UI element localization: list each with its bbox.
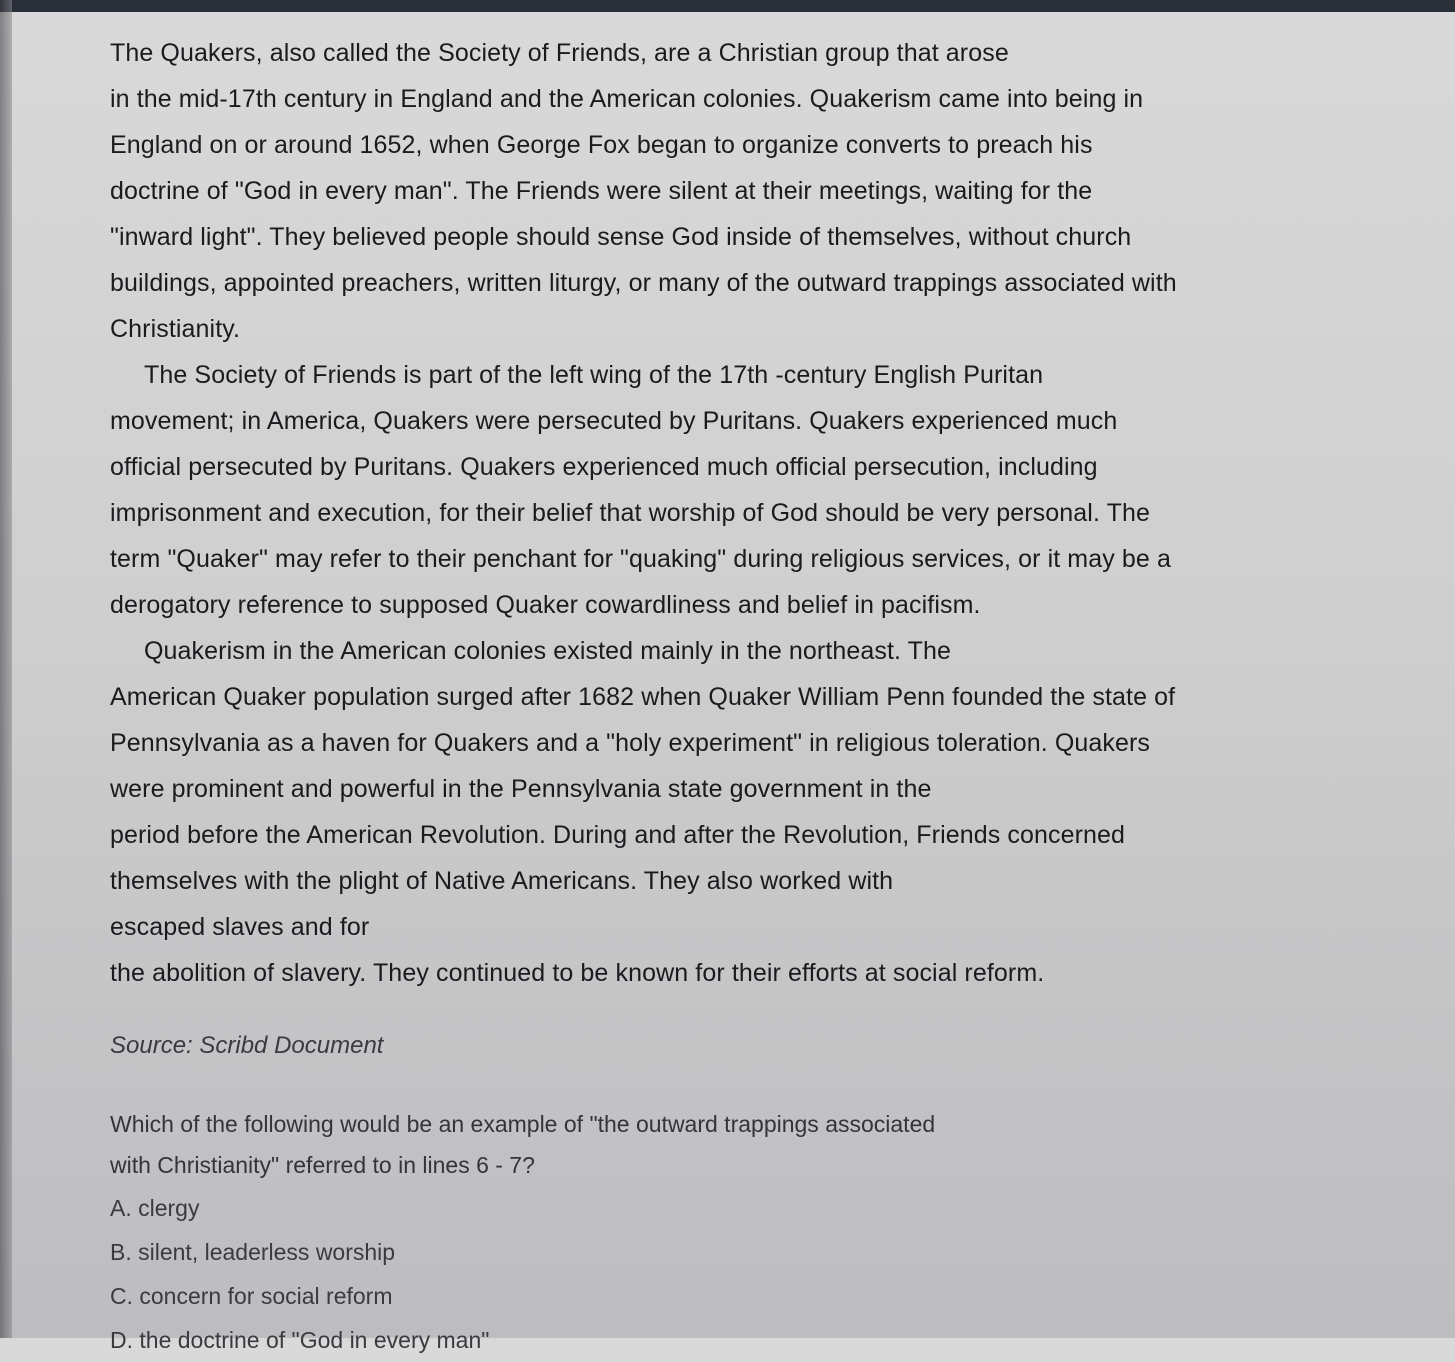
passage-paragraph-3 <box>110 628 1390 996</box>
passage-line: Pennsylvania as a haven for Quakers and a "holy experiment" in religious toleration. Quakers <box>110 729 1151 757</box>
source-citation: Source: Scribd Document <box>110 1032 384 1059</box>
answer-option-b[interactable]: B. silent, leaderless worship <box>110 1239 396 1265</box>
question-prompt <box>110 1104 1390 1186</box>
answer-option-c[interactable]: C. concern for social reform <box>110 1283 393 1309</box>
answer-options <box>110 1186 1390 1362</box>
passage-line: "inward light". They believed people should sense God inside of themselves, without church <box>110 223 1132 251</box>
passage-line: doctrine of "God in every man". The Friends were silent at their meetings, waiting for the <box>110 177 1093 205</box>
monitor-left-edge <box>0 0 12 1338</box>
passage-line: movement; in America, Quakers were persecuted by Puritans. Quakers experienced much <box>110 407 1118 435</box>
answer-option-d[interactable]: D. the doctrine of "God in every man" <box>110 1327 490 1353</box>
passage-line: term "Quaker" may refer to their penchant for "quaking" during religious services, or it may be a <box>110 545 1171 573</box>
question-line: Which of the following would be an example of "the outward trappings associated <box>110 1111 936 1137</box>
passage-line: The Quakers, also called the Society of Friends, are a Christian group that arose <box>110 39 1009 67</box>
passage-line: themselves with the plight of Native Americans. They also worked with <box>110 867 894 895</box>
passage-line: were prominent and powerful in the Pennsylvania state government in the <box>110 775 932 803</box>
passage-line: Christianity. <box>110 315 241 343</box>
passage-line: England on or around 1652, when George Fox began to organize converts to preach his <box>110 131 1093 159</box>
passage-line: escaped slaves and for <box>110 913 370 941</box>
passage-line: the abolition of slavery. They continued to be known for their efforts at social reform. <box>110 959 1045 987</box>
passage-paragraph-1 <box>110 30 1390 352</box>
reading-passage-page <box>110 30 1390 1362</box>
passage-line: in the mid-17th century in England and the American colonies. Quakerism came into being in <box>110 85 1144 113</box>
passage-line: imprisonment and execution, for their belief that worship of God should be very personal. The <box>110 499 1150 527</box>
passage-line: The Society of Friends is part of the left wing of the 17th -century English Puritan <box>144 361 1044 389</box>
passage-line: derogatory reference to supposed Quaker cowardliness and belief in pacifism. <box>110 591 981 619</box>
passage-line: American Quaker population surged after 1682 when Quaker William Penn founded the state of <box>110 683 1176 711</box>
passage-line: Quakerism in the American colonies existed mainly in the northeast. The <box>144 637 952 665</box>
passage-line: buildings, appointed preachers, written liturgy, or many of the outward trappings associated with <box>110 269 1177 297</box>
passage-paragraph-2 <box>110 352 1390 628</box>
question-line: with Christianity" referred to in lines 6 - 7? <box>110 1152 535 1178</box>
passage-line: period before the American Revolution. During and after the Revolution, Friends concerned <box>110 821 1126 849</box>
monitor-top-bezel <box>0 0 1455 12</box>
passage-line: official persecuted by Puritans. Quakers experienced much official persecution, including <box>110 453 1098 481</box>
answer-option-a[interactable]: A. clergy <box>110 1195 200 1221</box>
